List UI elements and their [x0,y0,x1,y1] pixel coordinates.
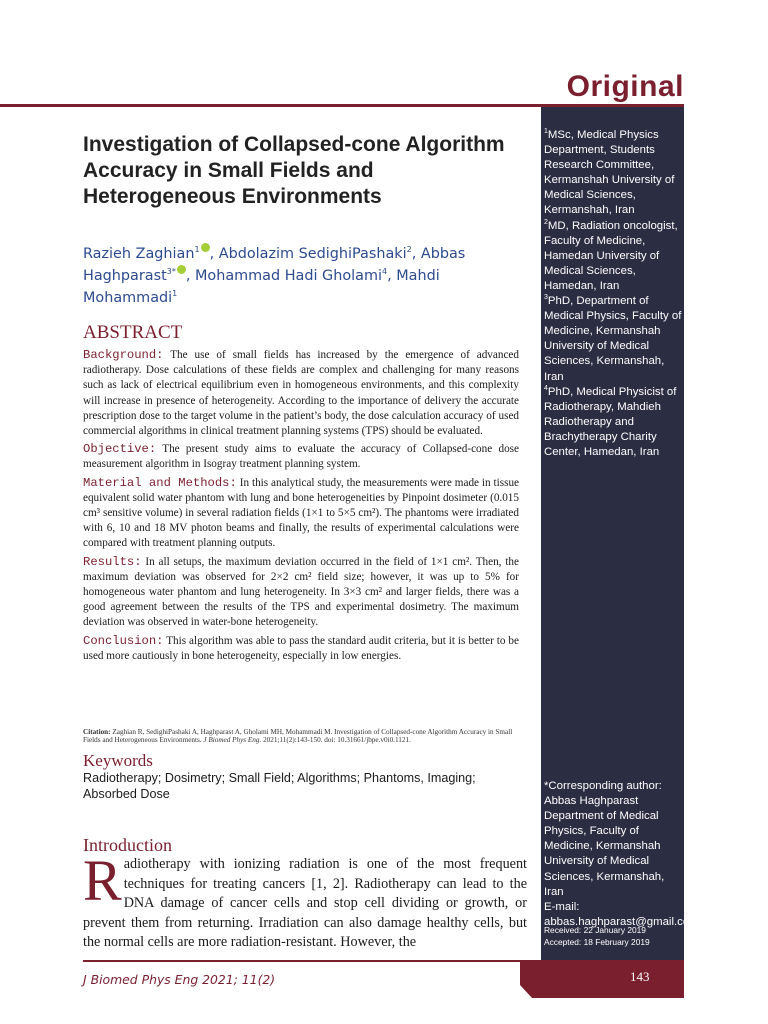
abstract-background [83,348,519,439]
affiliation-2-sup: 2 [544,218,548,226]
citation-journal: J Biomed Phys Eng. [203,736,262,745]
author-4-sup: 4 [381,267,388,277]
page-box-notch [520,985,532,998]
abstract-conclusion [83,634,519,664]
author-2[interactable]: Abdolazim SedighiPashaki [218,246,407,262]
keywords-heading: Keywords [83,751,153,770]
affiliation-3 [544,294,682,385]
abstract-body [83,348,519,667]
page-number-box [520,960,684,998]
citation-text: Zaghian R, SedighiPashaki A, Haghparast A, Gholami MH, Mohammadi M. Investigation of Collapsed-cone Algorithm Accuracy in Small Fields and Heterogeneous Environments. [83,728,513,745]
introduction-heading: Introduction [83,835,172,855]
affiliation-2-text: MD, Radiation oncologist, Faculty of Medicine, Hamedan University of Medical Sciences, Hamedan, Iran [544,219,678,292]
corresponding-name: Abbas Haghparast [544,795,639,808]
author-5-sup: 1 [172,289,178,299]
drop-cap: R [83,848,122,913]
results-text: In all setups, the maximum deviation occurred in the field of 1×1 cm². Then, the maximum deviation was observed for 2×2 cm² field size; however, it was up to 5% for homogeneous water phantom and lung heterogeneity. In 3×3 cm² and larger fields, there was a good agreement between the results of the TPS and experimental dosimetry. The maximum deviation was observed in water-bone heterogeneity. [83,555,519,629]
affiliation-4-text: PhD, Medical Physicist of Radiotherapy, Mahdieh Radiotherapy and Brachytherapy Charity Center, Hamedan, Iran [544,385,677,458]
corresponding-email[interactable]: E-mail: abbas.haghparast@gmail.com [544,900,699,928]
abstract-objective [83,442,519,472]
author-5[interactable]: Mahdi Mohammadi [83,268,440,306]
affiliation-1 [544,128,682,219]
conclusion-text: This algorithm was able to pass the standard audit criteria, but it is better to be used more cautiously in bone heterogeneity, especially in low energies. [83,634,519,662]
affiliation-4 [544,385,682,460]
author-3[interactable]: Abbas Haghparast [83,246,466,284]
methods-text: In this analytical study, the measurements were made in tissue equivalent solid water phantom with lung and bone heterogeneities by Pinpoint dosimeter (0.015 cm³ sensitive volume) in several radiation fields (1×1 to 5×5 cm²). The phantoms were irradiated with 6, 10 and 18 MV photon beams and finally, the results of experimental calculations were compared with treatment planning outputs. [83,476,520,550]
orcid-icon[interactable] [177,265,186,274]
sidebar [541,107,699,960]
introduction-body [83,848,527,953]
abstract-results [83,555,519,631]
citation-label: Citation: [83,728,111,736]
article-title: Investigation of Collapsed-cone Algorithm Accuracy in Small Fields and Heterogeneous Environments [83,133,505,208]
orcid-icon[interactable] [201,243,210,252]
affiliation-3-text: PhD, Department of Medical Physics, Faculty of Medicine, Kermanshah University of Medical Sciences, Kermanshah, Iran [544,295,682,383]
conclusion-label: Conclusion: [83,633,164,648]
author-list: Razieh Zaghian$^1$ , Abdolazim SedighiPashaki$^2$, Abbas Haghparast$^{3*}$ , Mohammad Hadi Gholami$^4$, Mahdi Mohammadi$^1$ [83,245,466,306]
author-1[interactable]: Razieh Zaghian [83,246,195,262]
background-label: Background: [83,348,164,362]
corresponding-dept: Department of Medical Physics, Faculty of Medicine, Kermanshah University of Medical Sciences, Kermanshah, Iran [544,810,665,898]
page-number: 143 [630,969,650,984]
abstract-heading: ABSTRACT [83,322,183,343]
author-3-sup: 3* [166,267,176,277]
author-4[interactable]: Mohammad Hadi Gholami [194,268,382,284]
footer-journal: J Biomed Phys Eng 2021; 11(2) [83,972,276,987]
corresponding-label: *Corresponding author: [544,780,662,792]
received-date: Received: 22 January 2019 [544,925,646,935]
citation [83,728,523,745]
abstract-methods [83,476,519,552]
section-label: Original [566,70,684,103]
citation-ref[interactable]: 2021;11(2):143-150. doi: 10.31661/jbpe.v0i0.1121. [263,736,411,745]
methods-label: Material and Methods: [83,475,237,490]
author-2-sup: 2 [406,245,412,255]
corresponding-author [544,779,699,930]
background-text: The use of small fields has increased by the emergence of advanced radiotherapy. Dose calculations of these fields are complex and challenging for many reasons such as lack of electrical equilibrium even in homogeneous environments, and this complexity will increase in presence of heterogeneity. According to the importance of delivery the accurate prescription dose to the target volume in the patient’s body, the dose calculation accuracy of used commercial algorithms in clinical treatment planning systems (TPS) should be evaluated. [83,349,519,438]
affiliation-2 [544,219,682,294]
dates [544,924,650,948]
objective-label: Objective: [83,442,157,457]
accepted-date: Accepted: 18 February 2019 [544,937,650,947]
affiliation-1-text: MSc, Medical Physics Department, Students Research Committee, Kermanshah University of Medical Sciences, Kermanshah, Iran [544,129,675,217]
objective-text: The present study aims to evaluate the accuracy of Collapsed-cone dose measurement algorithm in Isogray treatment planning system. [83,443,519,471]
introduction-text: adiotherapy with ionizing radiation is one of the most frequent techniques for treating cancers [1, 2]. Radiotherapy can lead to the DNA damage of cancer cells and stop cell dividing or growth, or prevent them from returning. Irradiation can also damage healthy cells, but the normal cells are more radiation-resistant. However, the [83,856,527,950]
keywords-text: Radiotherapy; Dosimetry; Small Field; Algorithms; Phantoms, Imaging; Absorbed Dose [83,771,476,801]
affiliations [544,128,682,460]
affiliation-1-sup: 1 [544,128,548,136]
author-1-sup: 1 [194,245,200,255]
affiliation-4-sup: 4 [544,384,548,392]
affiliation-3-sup: 3 [544,294,548,302]
results-label: Results: [83,554,142,569]
